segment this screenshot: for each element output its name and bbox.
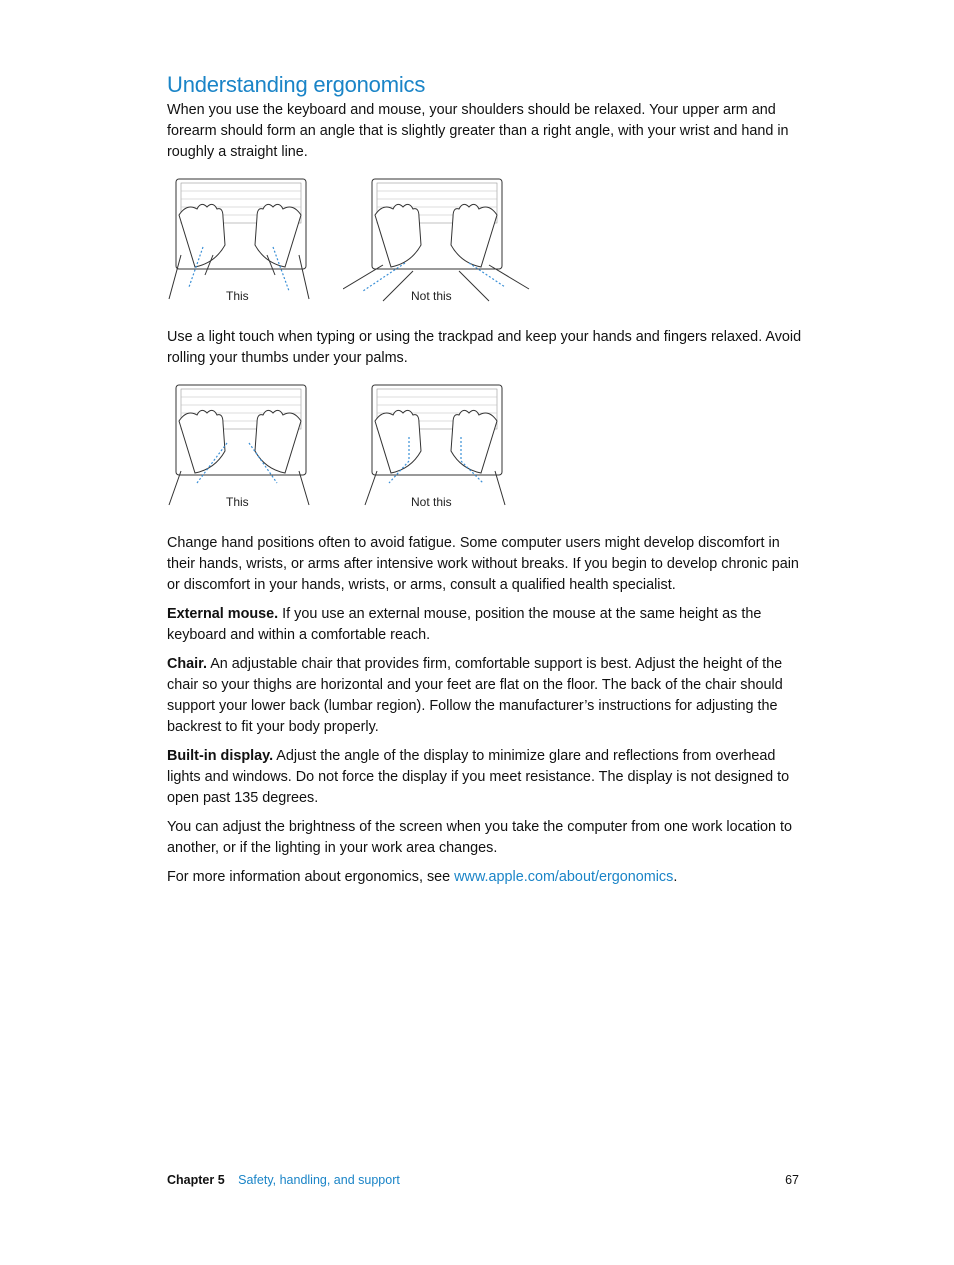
footer-chapter: Chapter 5 bbox=[167, 1173, 225, 1187]
illustration-incorrect-posture bbox=[343, 175, 533, 303]
label-external-mouse: External mouse. bbox=[167, 606, 279, 622]
illustration-correct-thumbs bbox=[167, 381, 312, 509]
paragraph-external-mouse: External mouse. If you use an external mouse, position the mouse at the same height as the keyboard and within a comfortable reach. bbox=[167, 606, 762, 643]
label-chair: Chair. bbox=[167, 656, 207, 672]
paragraph-brightness: You can adjust the brightness of the screen when you take the computer from one work location to another, or if the lighting in your work area changes. bbox=[167, 819, 793, 856]
ergonomics-link[interactable]: www.apple.com/about/ergonomics bbox=[454, 869, 674, 885]
page-number: 67 bbox=[785, 1173, 799, 1187]
caption-not-this: Not this bbox=[411, 495, 452, 509]
caption-this: This bbox=[226, 289, 249, 303]
page-title: Understanding ergonomics bbox=[167, 72, 426, 97]
illustration-correct-posture bbox=[167, 175, 312, 303]
footer-section-link[interactable]: Safety, handling, and support bbox=[238, 1173, 400, 1187]
caption-this: This bbox=[226, 495, 249, 509]
page-footer bbox=[167, 1173, 799, 1187]
page-content bbox=[167, 72, 807, 888]
figure-thumb-position bbox=[167, 381, 807, 521]
paragraph-posture: When you use the keyboard and mouse, your shoulders should be relaxed. Your upper arm and forearm should form an angle that is slightly greater than a right angle, with your wrist and hand in roughly a straight line. bbox=[167, 102, 789, 160]
paragraph-built-in-display: Built-in display. Adjust the angle of the display to minimize glare and reflections from overhead lights and windows. Do not force the display if you meet resistance. The display is not designed to open past 135 degrees. bbox=[167, 748, 790, 806]
paragraph-chair: Chair. An adjustable chair that provides firm, comfortable support is best. Adjust the height of the chair so your thighs are horizontal and your feet are flat on the floor. The back of the chair should support your lower back (lumbar region). Follow the manufacturer’s instructions for adjusting the backrest to fit your body properly. bbox=[167, 656, 783, 735]
illustration-incorrect-thumbs bbox=[363, 381, 508, 509]
caption-not-this: Not this bbox=[411, 289, 452, 303]
label-built-in-display: Built-in display. bbox=[167, 748, 274, 764]
paragraph-more-info: For more information about ergonomics, see www.apple.com/about/ergonomics. bbox=[167, 869, 678, 885]
paragraph-light-touch: Use a light touch when typing or using the trackpad and keep your hands and fingers relaxed. Avoid rolling your thumbs under your palms. bbox=[167, 329, 802, 366]
figure-arm-posture bbox=[167, 175, 807, 315]
paragraph-hand-positions: Change hand positions often to avoid fatigue. Some computer users might develop discomfort in their hands, wrists, or arms after intensive work without breaks. If you begin to develop chronic pain or discomfort in your hands, wrists, or arms, consult a qualified health specialist. bbox=[167, 535, 799, 593]
